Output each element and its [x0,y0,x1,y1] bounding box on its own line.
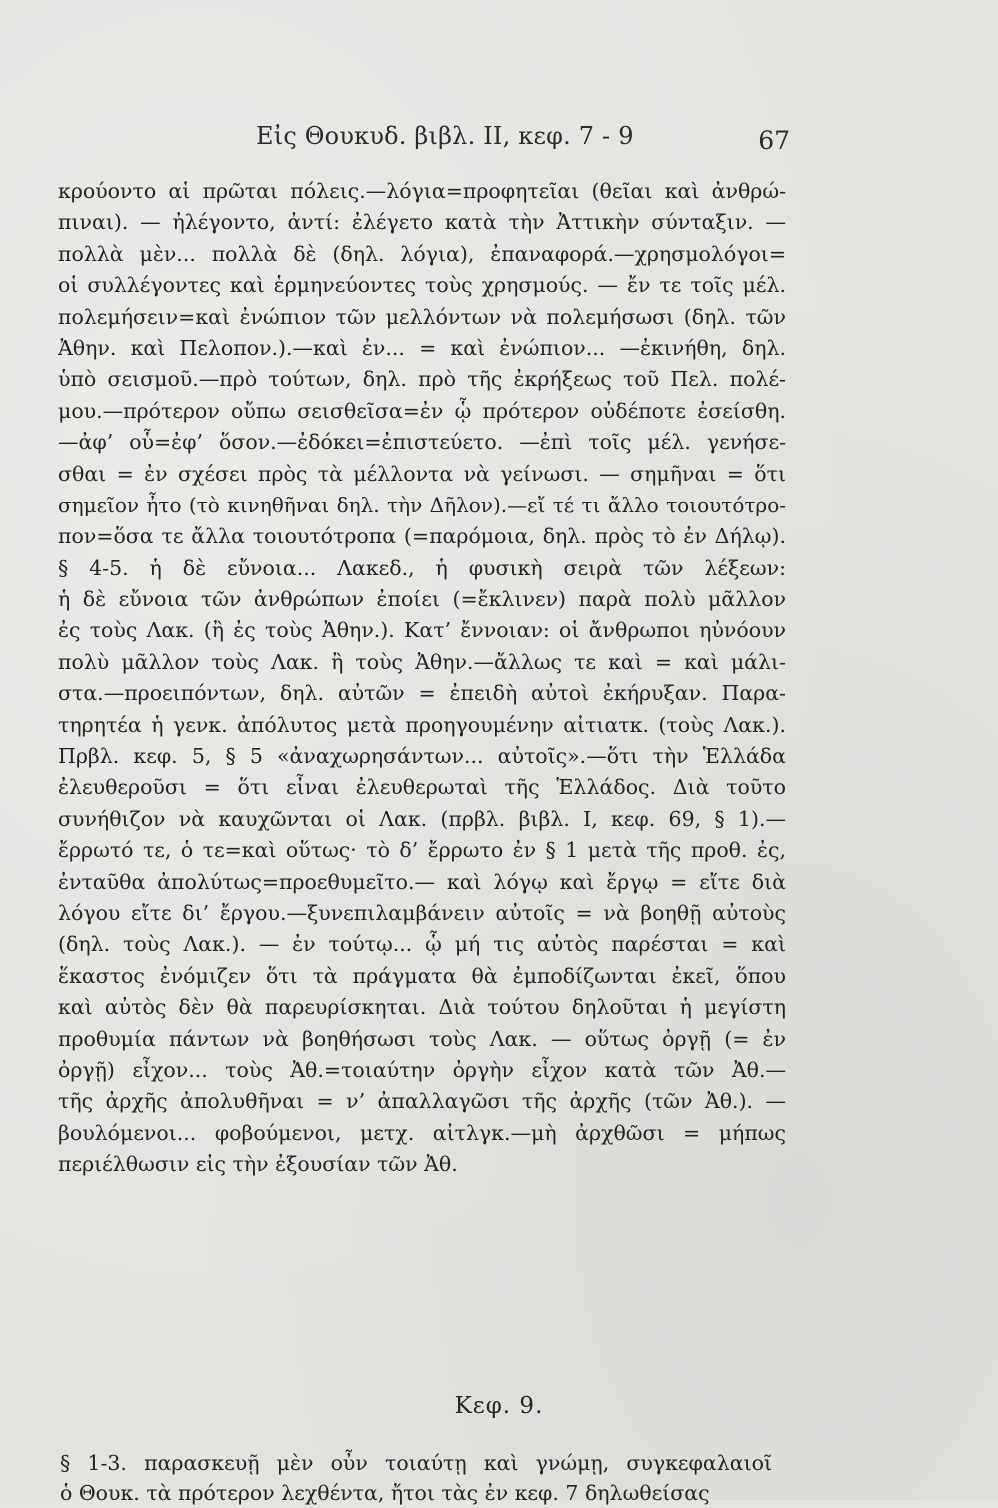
text-line: πολλὰ μὲν... πολλὰ δὲ (δηλ. λόγια), ἐπαναφορά.—χρησμολόγοι= [58,241,786,266]
running-head: Εἰς Θουκυδ. βιβλ. ΙΙ, κεφ. 7 - 9 [256,122,634,150]
chapter-text [60,1448,772,1508]
text-line: βουλόμενοι... φοβούμενοι, μετχ. αἰτλγκ.—μὴ ἀρχθῶσι = μήπως [58,1120,786,1145]
text-line: ὑπὸ σεισμοῦ.—πρὸ τούτων, δηλ. πρὸ τῆς ἐκρήξεως τοῦ Πελ. πολέ- [58,367,786,392]
text-line: ἡ δὲ εὔνοια τῶν ἀνθρώπων ἐποίει (=ἔκλινεν) παρὰ πολὺ μᾶλλον [58,587,786,612]
text-line: Πρβλ. κεφ. 5, § 5 «ἀναχωρησάντων... αὐτοῖς».—ὅτι τὴν Ἑλλάδα [58,744,786,769]
chapter-heading: Κεφ. 9. [454,1393,544,1419]
text-line: σημεῖον ἦτο (τὸ κινηθῆναι δηλ. τὴν Δῆλον).—εἴ τέ τι ἄλλο τοιουτότρο- [58,492,786,517]
page-header [60,120,790,160]
text-line: οἱ συλλέγοντες καὶ ἑρμηνεύοντες τοὺς χρησμούς. — ἔν τε τοῖς μέλ. [58,273,786,298]
text-line: συνήθιζον νὰ καυχῶνται οἱ Λακ. (πρβλ. βιβλ. Ι, κεφ. 69, § 1).— [58,806,786,831]
text-line: τηρητέα ἡ γενκ. ἀπόλυτος μετὰ προηγουμένην αἰτιατκ. (τοὺς Λακ.). [58,712,786,737]
text-line: πολὺ μᾶλλον τοὺς Λακ. ἢ τοὺς Ἀθην.—ἄλλως τε καὶ = καὶ μάλι- [58,649,786,674]
commentary-text [58,176,786,1181]
text-line: κρούοντο αἱ πρῶται πόλεις.—λόγια=προφητεῖαι (θεῖαι καὶ ἀνθρώ- [58,179,786,203]
text-line: περιέλθωσιν εἰς τὴν ἐξουσίαν τῶν Ἀθ. [58,1152,458,1177]
text-line: ἐλευθεροῦσι = ὅτι εἶναι ἐλευθερωταὶ τῆς Ἑλλάδος. Διὰ τοῦτο [58,775,786,800]
text-line: πον=ὅσα τε ἄλλα τοιουτότροπα (=παρόμοια, δηλ. πρὸς τὸ ἐν Δήλῳ). [58,524,786,549]
text-line: § 4-5. ἡ δὲ εὔνοια... Λακεδ., ἡ φυσικὴ σειρὰ τῶν λέξεων: [58,555,786,580]
page-number: 67 [758,126,790,155]
text-line: (δηλ. τοὺς Λακ.). — ἐν τούτῳ... ᾧ μή τις αὐτὸς παρέσται = καὶ [58,932,786,957]
text-line: ὁ Θουκ. τὰ πρότερον λεχθέντα, ἤτοι τὰς ἐν κεφ. 7 δηλωθείσας [60,1481,710,1505]
text-line: στα.—προειπόντων, δηλ. αὐτῶν = ἐπειδὴ αὐτοὶ ἐκήρυξαν. Παρα- [58,681,786,706]
text-line: πιναι). — ἠλέγοντο, ἀντί: ἐλέγετο κατὰ τὴν Ἀττικὴν σύνταξιν. — [58,210,786,235]
text-line: λόγου εἴτε δι’ ἔργου.—ξυνεπιλαμβάνειν αὐτοῖς = νὰ βοηθῇ αὐτοὺς [58,900,786,925]
text-line: § 1-3. παρασκευῇ μὲν οὖν τοιαύτῃ καὶ γνώμῃ, συγκεφαλαιοῖ [60,1451,772,1475]
text-line: ἕκαστος ἐνόμιζεν ὅτι τὰ πράγματα θὰ ἐμποδίζωνται ἐκεῖ, ὅπου [58,963,786,988]
text-line: τῆς ἀρχῆς ἀπολυθῆναι = ν’ ἀπαλλαγῶσι τῆς ἀρχῆς (τῶν Ἀθ.). — [58,1089,786,1114]
text-line: πολεμήσειν=καὶ ἐνώπιον τῶν μελλόντων νὰ πολεμήσωσι (δηλ. τῶν [58,304,786,329]
text-line: σθαι = ἐν σχέσει πρὸς τὰ μέλλοντα νὰ γείνωσι. — σημῆναι = ὅτι [58,461,786,486]
text-line: ἐνταῦθα ἀπολύτως=προεθυμεῖτο.— καὶ λόγῳ καὶ ἔργῳ = εἴτε διὰ [58,869,786,894]
text-line: —ἀφ’ οὗ=ἐφ’ ὅσον.—ἐδόκει=ἐπιστεύετο. —ἐπὶ τοῖς μέλ. γενήσε- [58,430,786,455]
text-line: ἐς τοὺς Λακ. (ἢ ἐς τοὺς Ἀθην.). Κατ’ ἔννοιαν: οἱ ἄνθρωποι ηὐνόουν [58,618,786,643]
text-line: προθυμία πάντων νὰ βοηθήσωσι τοὺς Λακ. — οὕτως ὀργῇ (= ἐν [58,1026,786,1051]
text-line: καὶ αὐτὸς δὲν θὰ παρευρίσκηται. Διὰ τούτου δηλοῦται ἡ μεγίστη [58,995,786,1020]
text-line: μου.—πρότερον οὔπω σεισθεῖσα=ἐν ᾧ πρότερον οὐδέποτε ἐσείσθη. [58,398,786,423]
text-line: ὀργῇ) εἶχον... τοὺς Ἀθ.=τοιαύτην ὀργὴν εἶχον κατὰ τῶν Ἀθ.— [58,1057,786,1082]
text-line: ἔρρωτό τε, ὁ τε=καὶ οὕτως· τὸ δ’ ἔρρωτο ἐν § 1 μετὰ τῆς προθ. ἐς, [58,838,786,863]
text-line: Ἀθην. καὶ Πελοπον.).—καὶ ἐν... = καὶ ἐνώπιον... —ἐκινήθη, δηλ. [58,335,786,360]
